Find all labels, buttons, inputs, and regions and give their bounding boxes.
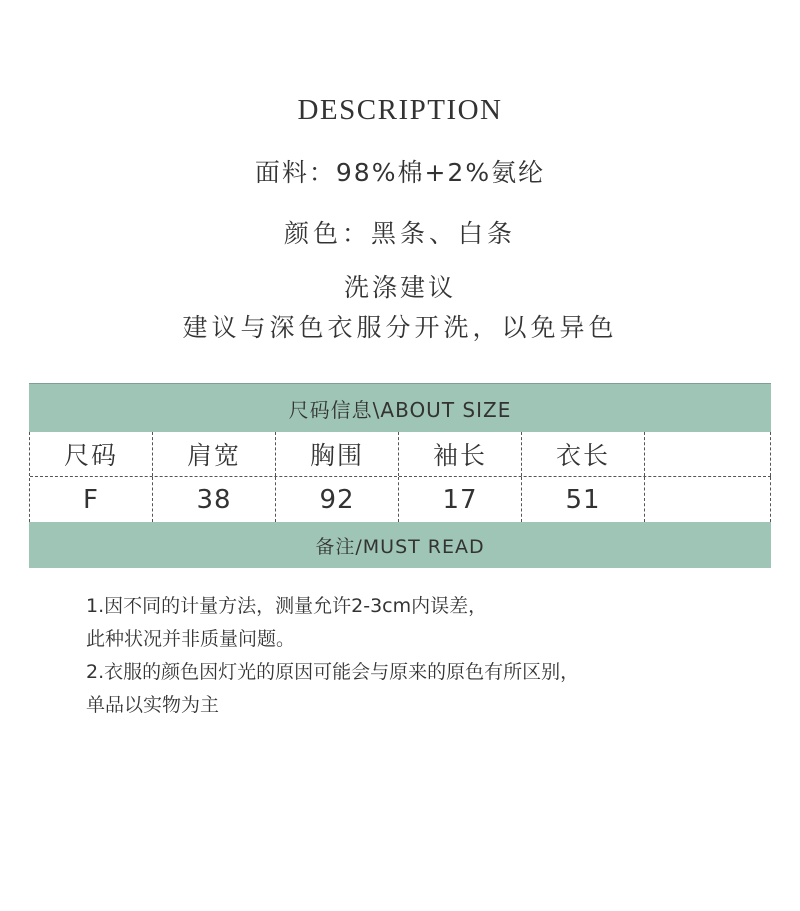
size-table [29,383,771,568]
table-cell [645,477,771,522]
table-cell: 17 [399,477,522,522]
fabric-info: 面料：98%棉+2%氨纶 [254,158,546,187]
table-cell: F [30,477,153,522]
wash-title: 洗涤建议 [343,273,456,302]
size-table-heading: 尺码信息\ABOUT SIZE [29,383,771,432]
column-header [645,432,771,476]
table-cell: 92 [276,477,399,522]
column-header: 尺码 [30,432,153,476]
column-header: 袖长 [399,432,522,476]
color-info: 颜色：黑条、白条 [283,219,516,248]
column-header: 衣长 [522,432,645,476]
note-line: 此种状况并非质量问题。 [86,628,296,650]
note-line: 单品以实物为主 [86,694,220,716]
column-header: 肩宽 [153,432,276,476]
page-title: DESCRIPTION [297,94,503,126]
table-cell: 51 [522,477,645,522]
note-line: 1.因不同的计量方法，测量允许2-3cm内误差， [86,595,488,617]
table-cell: 38 [153,477,276,522]
notes-heading: 备注/MUST READ [29,522,771,568]
table-header-row [30,432,771,477]
notes-block [86,590,766,722]
table-row [30,477,771,522]
wash-instructions: 建议与深色衣服分开洗，以免异色 [182,313,618,342]
column-header: 胸围 [276,432,399,476]
note-line: 2.衣服的颜色因灯光的原因可能会与原来的原色有所区别， [86,661,580,683]
size-grid [29,432,771,522]
